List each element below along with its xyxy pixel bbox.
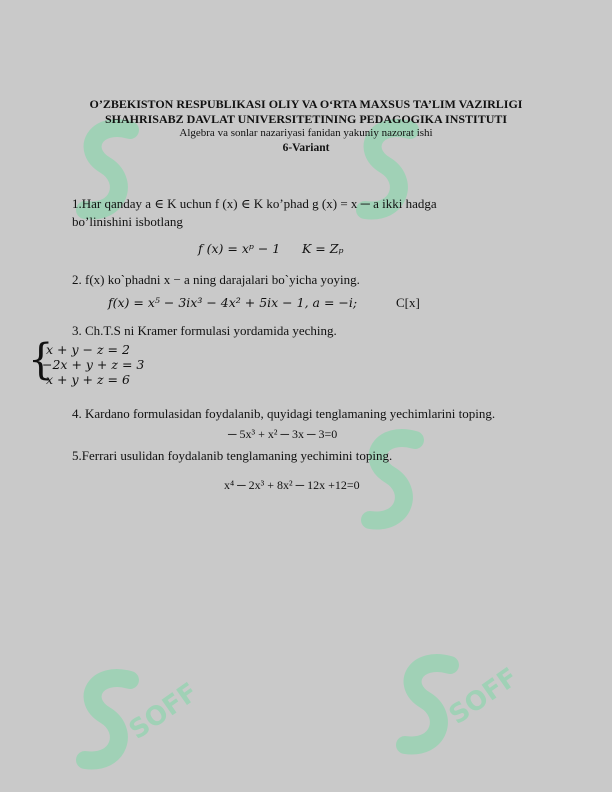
watermark-logo: [75, 670, 204, 780]
watermark-logo: [395, 655, 535, 765]
question-1-text-cont: bo’linishini isbotlang: [72, 214, 183, 229]
exam-subtitle: Algebra va sonlar nazariyasi fanidan yakuniy nazorat ishi: [179, 127, 433, 139]
svg-text:SOFF: SOFF: [123, 677, 204, 746]
system-brace: {: [28, 335, 54, 385]
question-1-formula-f: f (x) = xᵖ − 1: [198, 241, 281, 256]
question-2-ring: C[x]: [396, 295, 420, 310]
variant-label: 6-Variant: [282, 142, 330, 154]
system-equation-2: −2x + y + z = 3: [42, 357, 145, 372]
question-5-equation: x⁴ ─ 2x³ + 8x² ─ 12x +12=0: [224, 478, 360, 492]
question-2-formula: f(x) = x⁵ − 3ix³ − 4x² + 5ix − 1, a = −i;: [108, 295, 358, 310]
watermark-logo: [360, 430, 430, 540]
question-4-text: 4. Kardano formulasidan foydalanib, quyidagi tenglamaning yechimlarini toping.: [72, 406, 496, 421]
question-2-text: 2. f(x) ko`phadni x − a ning darajalari bo`yicha yoying.: [72, 272, 360, 287]
question-4-equation: ─ 5x³ + x² ─ 3x ─ 3=0: [228, 427, 338, 441]
system-equation-1: x + y − z = 2: [46, 342, 130, 357]
question-3-text: 3. Ch.T.S ni Kramer formulasi yordamida yeching.: [72, 323, 337, 338]
question-1-text: 1.Har qanday a ∈ K uchun f (x) ∈ K ko’phad g (x) = x ─ a ikki hadga: [72, 196, 437, 211]
system-equation-3: x + y + z = 6: [46, 372, 130, 387]
question-1-formula-k: K = Zₚ: [302, 241, 344, 256]
svg-text:SOFF: SOFF: [443, 662, 524, 731]
institute-title: SHAHRISABZ DAVLAT UNIVERSITETINING PEDAGOGIKA INSTITUTI: [104, 112, 508, 126]
question-5-text: 5.Ferrari usulidan foydalanib tenglamaning yechimini toping.: [72, 448, 393, 463]
ministry-title: O’ZBEKISTON RESPUBLIKASI OLIY VA O‘RTA MAXSUS TA’LIM VAZIRLIGI: [89, 97, 523, 111]
